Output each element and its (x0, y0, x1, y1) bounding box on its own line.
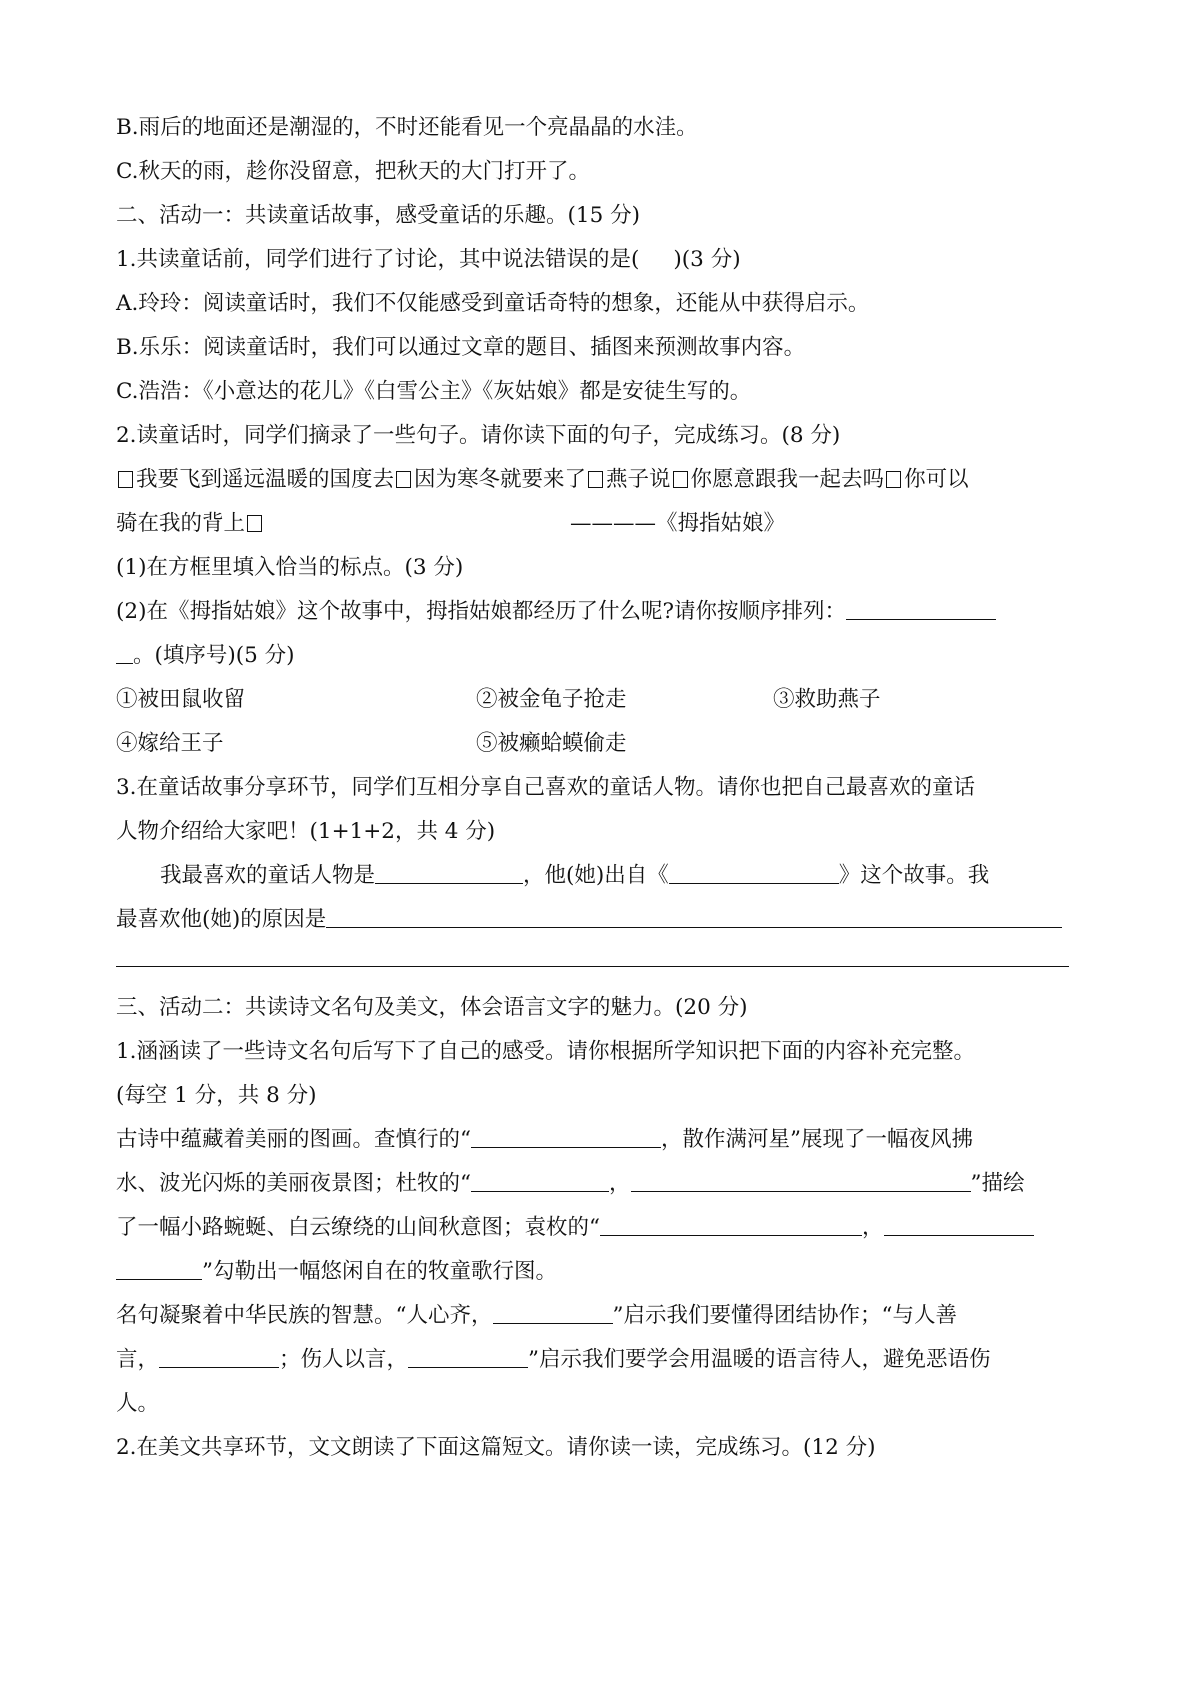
question-1: 1.共读童话前，同学们进行了讨论，其中说法错误的是( )(3 分) (116, 247, 741, 272)
event-item-3: ③救助燕子 (773, 687, 881, 712)
event-item-2: ②被金龟子抢走 (476, 687, 627, 712)
question-1-option-b: B.乐乐：阅读童话时，我们可以通过文章的题目、插图来预测故事内容。 (116, 335, 806, 360)
order-answer-blank[interactable] (846, 597, 996, 620)
event-item-1: ①被田鼠收留 (116, 687, 246, 712)
option-b-line: B.雨后的地面还是潮湿的，不时还能看见一个亮晶晶的水洼。 (116, 115, 698, 140)
question-3: 3.在童话故事分享环节，同学们互相分享自己喜欢的童话人物。请你也把自己最喜欢的童话 (116, 775, 976, 800)
poem-blank-4[interactable] (600, 1213, 862, 1236)
poem-line-2: 水、波光闪烁的美丽夜景图；杜牧的“ ， ”描绘 (116, 1171, 1025, 1196)
question-2-2: (2)在《拇指姑娘》这个故事中，拇指姑娘都经历了什么呢?请你按顺序排列： (116, 597, 996, 627)
question-1-option-a: A.玲玲：阅读童话时，我们不仅能感受到童话奇特的想象，还能从中获得启示。 (116, 291, 870, 316)
favorite-character-line: 我最喜欢的童话人物是 ，他(她)出自《 》这个故事。我 (160, 863, 990, 888)
event-item-4: ④嫁给王子 (116, 731, 224, 756)
section-3-question-2: 2.在美文共享环节，文文朗读了下面这篇短文。请你读一读，完成练习。(12 分) (116, 1435, 876, 1460)
quote-source: ————《拇指姑娘》 (570, 511, 786, 536)
question-2-2-end: 。(填序号)(5 分) (116, 641, 295, 671)
poem-line-1: 古诗中蕴藏着美丽的图画。查慎行的“ ，散作满河星”展现了一幅夜风拂 (116, 1127, 973, 1152)
reason-blank-line-2[interactable] (116, 966, 1069, 967)
proverb-blank-2[interactable] (159, 1345, 279, 1368)
punctuation-box[interactable] (396, 471, 411, 488)
poem-blank-1[interactable] (471, 1125, 661, 1148)
quote-line-2: 骑在我的背上 (116, 509, 265, 539)
punctuation-box[interactable] (886, 471, 901, 488)
proverb-line-3: 人。 (116, 1391, 160, 1416)
section-2-title: 二、活动一：共读童话故事，感受童话的乐趣。(15 分) (116, 203, 640, 228)
character-name-blank[interactable] (375, 861, 523, 884)
proverb-blank-3[interactable] (408, 1345, 528, 1368)
punctuation-box[interactable] (118, 471, 133, 488)
section-3-question-1: 1.涵涵读了一些诗文名句后写下了自己的感受。请你根据所学知识把下面的内容补充完整。 (116, 1039, 976, 1064)
question-3-cont: 人物介绍给大家吧！(1+1+2，共 4 分) (116, 819, 496, 844)
proverb-blank-1[interactable] (493, 1301, 613, 1324)
poem-line-3: 了一幅小路蜿蜒、白云缭绕的山间秋意图；袁枚的“ ， (116, 1213, 1034, 1243)
punctuation-box[interactable] (588, 471, 603, 488)
poem-blank-5[interactable] (884, 1213, 1034, 1236)
reason-blank[interactable] (326, 905, 1062, 928)
event-item-5: ⑤被癞蛤蟆偷走 (476, 731, 627, 756)
quote-line-1: 我要飞到遥远温暖的国度去 因为寒冬就要来了 燕子说 你愿意跟我一起去吗 你可以 (116, 465, 969, 495)
punctuation-box[interactable] (673, 471, 688, 488)
option-c-line: C.秋天的雨，趁你没留意，把秋天的大门打开了。 (116, 159, 591, 184)
section-3-title: 三、活动二：共读诗文名句及美文，体会语言文字的魅力。(20 分) (116, 995, 748, 1020)
poem-blank-3[interactable] (631, 1169, 971, 1192)
reason-line: 最喜欢他(她)的原因是 (116, 905, 1062, 935)
punctuation-box[interactable] (247, 515, 262, 532)
order-answer-blank-cont[interactable] (116, 641, 133, 664)
poem-line-4: ”勾勒出一幅悠闲自在的牧童歌行图。 (116, 1257, 557, 1287)
question-2-1: (1)在方框里填入恰当的标点。(3 分) (116, 555, 464, 580)
poem-blank-2[interactable] (471, 1169, 609, 1192)
question-2: 2.读童话时，同学们摘录了一些句子。请你读下面的句子，完成练习。(8 分) (116, 423, 841, 448)
proverb-line-2: 言， ；伤人以言， ”启示我们要学会用温暖的语言待人，避免恶语伤 (116, 1347, 991, 1372)
story-title-blank[interactable] (669, 861, 839, 884)
section-3-question-1-cont: (每空 1 分，共 8 分) (116, 1083, 317, 1108)
proverb-line-1: 名句凝聚着中华民族的智慧。“人心齐， ”启示我们要懂得团结协作；“与人善 (116, 1303, 957, 1328)
question-1-option-c: C.浩浩：《小意达的花儿》《白雪公主》《灰姑娘》都是安徒生写的。 (116, 379, 752, 404)
poem-blank-5-cont[interactable] (116, 1257, 202, 1280)
